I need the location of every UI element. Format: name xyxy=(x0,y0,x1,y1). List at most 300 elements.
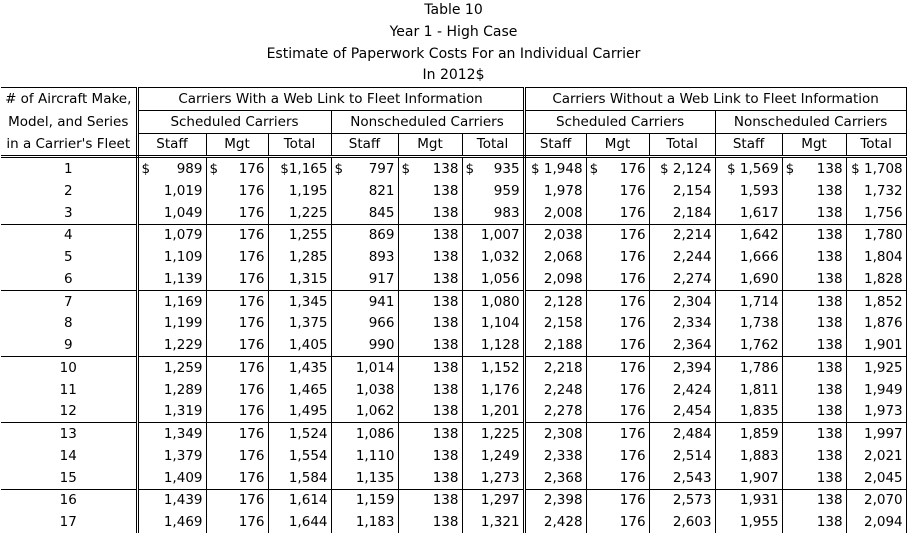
col-header-mgt: Mgt xyxy=(398,133,462,157)
cost-value: 1,780 xyxy=(863,227,903,244)
cost-cell xyxy=(462,246,524,268)
fleet-size-cell: 17 xyxy=(1,511,137,533)
fleet-size-cell: 11 xyxy=(1,379,137,401)
cost-cell xyxy=(715,224,782,246)
cost-cell xyxy=(782,180,846,202)
cost-cell xyxy=(206,224,268,246)
cost-cell xyxy=(524,467,586,489)
cost-value: 176 xyxy=(619,249,646,266)
cost-cell xyxy=(398,357,462,379)
cost-cell xyxy=(782,511,846,533)
cost-value: 138 xyxy=(432,337,459,354)
cost-cell xyxy=(846,268,906,290)
cost-value: 1,128 xyxy=(480,337,520,354)
cost-value: 2,484 xyxy=(672,426,712,443)
cost-cell xyxy=(846,511,906,533)
cost-value: 1,289 xyxy=(163,381,203,398)
cost-value: 138 xyxy=(432,204,459,221)
cost-cell xyxy=(586,357,649,379)
cost-value: 176 xyxy=(619,161,646,178)
cost-value: 1,104 xyxy=(480,315,520,332)
cost-cell xyxy=(586,157,649,180)
cost-cell xyxy=(782,467,846,489)
cost-value: 138 xyxy=(432,514,459,531)
cost-cell xyxy=(649,224,715,246)
cost-value: 2,338 xyxy=(543,447,583,464)
cost-value: 2,021 xyxy=(863,447,903,464)
cost-value: 176 xyxy=(238,359,265,376)
cost-cell xyxy=(649,467,715,489)
cost-value: 2,398 xyxy=(543,492,583,509)
col-header-total: Total xyxy=(649,133,715,157)
cost-value: 138 xyxy=(816,204,843,221)
table-row xyxy=(1,180,906,202)
col-header-total: Total xyxy=(268,133,331,157)
cost-value: 1,201 xyxy=(480,403,520,420)
cost-value: 138 xyxy=(432,161,459,178)
cost-cell xyxy=(462,379,524,401)
cost-cell xyxy=(331,157,398,180)
cost-value: 2,424 xyxy=(672,381,712,398)
cost-value: 2,368 xyxy=(543,469,583,486)
table-body xyxy=(1,157,906,533)
cost-cell xyxy=(586,489,649,511)
cost-cell xyxy=(524,157,586,180)
cost-cell xyxy=(462,467,524,489)
cost-value: 176 xyxy=(619,514,646,531)
table-row xyxy=(1,357,906,379)
table-row xyxy=(1,313,906,335)
cost-cell xyxy=(846,157,906,180)
cost-value: 2,274 xyxy=(672,270,712,287)
cost-cell xyxy=(846,313,906,335)
subgroup-with-scheduled: Scheduled Carriers xyxy=(137,110,331,133)
cost-cell xyxy=(137,180,206,202)
cost-cell xyxy=(586,313,649,335)
cost-value: 1,249 xyxy=(480,447,520,464)
cost-cell xyxy=(462,313,524,335)
fleet-size-cell: 1 xyxy=(1,157,137,180)
cost-cell xyxy=(398,467,462,489)
cost-value: 1,345 xyxy=(288,293,328,310)
cost-cell xyxy=(846,445,906,467)
cost-cell xyxy=(206,157,268,180)
cost-value: 1,195 xyxy=(288,182,328,199)
cost-value: 1,139 xyxy=(163,270,203,287)
cost-cell xyxy=(649,268,715,290)
cost-value: 2,514 xyxy=(672,447,712,464)
cost-value: 1,835 xyxy=(739,403,779,420)
cost-cell xyxy=(715,423,782,445)
cost-value: 1,617 xyxy=(739,204,779,221)
cost-value: 893 xyxy=(368,249,395,266)
cost-cell xyxy=(462,180,524,202)
cost-cell xyxy=(715,357,782,379)
cost-value: 1,315 xyxy=(288,270,328,287)
cost-cell xyxy=(462,202,524,224)
cost-value: 2,218 xyxy=(543,359,583,376)
table-row xyxy=(1,489,906,511)
cost-cell xyxy=(649,180,715,202)
cost-cell xyxy=(524,290,586,312)
cost-value: 821 xyxy=(368,182,395,199)
cost-value: 1,152 xyxy=(480,359,520,376)
cost-value: 176 xyxy=(619,447,646,464)
cost-cell xyxy=(782,202,846,224)
cost-value: 1,405 xyxy=(288,337,328,354)
cost-cell xyxy=(137,445,206,467)
cost-cell xyxy=(398,268,462,290)
cost-value: 1,049 xyxy=(163,204,203,221)
cost-cell xyxy=(782,445,846,467)
cost-cell xyxy=(524,334,586,356)
cost-value: 1,978 xyxy=(543,182,583,199)
cost-cell xyxy=(206,180,268,202)
cost-cell xyxy=(268,180,331,202)
table-row xyxy=(1,246,906,268)
cost-cell xyxy=(524,357,586,379)
cost-value: 176 xyxy=(238,426,265,443)
cost-cell xyxy=(715,268,782,290)
cost-cell xyxy=(586,379,649,401)
cost-value: 1,883 xyxy=(739,447,779,464)
cost-cell xyxy=(398,423,462,445)
cost-value: 138 xyxy=(432,293,459,310)
fleet-size-cell: 13 xyxy=(1,423,137,445)
cost-cell xyxy=(331,401,398,423)
cost-value: 1,007 xyxy=(480,227,520,244)
fleet-size-cell: 3 xyxy=(1,202,137,224)
cost-cell xyxy=(586,445,649,467)
cost-cell xyxy=(462,401,524,423)
cost-cell xyxy=(137,290,206,312)
fleet-size-cell: 14 xyxy=(1,445,137,467)
cost-cell xyxy=(331,445,398,467)
table-subtitle: Year 1 - High Case xyxy=(389,23,518,40)
cost-cell xyxy=(268,357,331,379)
table-row xyxy=(1,202,906,224)
cost-value: 138 xyxy=(432,469,459,486)
cost-cell xyxy=(398,401,462,423)
cost-cell xyxy=(137,313,206,335)
cost-cell xyxy=(206,511,268,533)
cost-cell xyxy=(715,379,782,401)
cost-cell xyxy=(524,489,586,511)
cost-value: 1,666 xyxy=(739,249,779,266)
cost-value: 1,732 xyxy=(863,182,903,199)
cost-cell xyxy=(331,334,398,356)
cost-cell xyxy=(715,489,782,511)
cost-value: 1,014 xyxy=(355,359,395,376)
cost-value: 1,176 xyxy=(480,381,520,398)
cost-cell xyxy=(398,379,462,401)
cost-value: 1,925 xyxy=(863,359,903,376)
cost-value: 138 xyxy=(816,514,843,531)
cost-value: 138 xyxy=(816,469,843,486)
col-header-staff: Staff xyxy=(524,133,586,157)
cost-value: 2,098 xyxy=(543,270,583,287)
cost-value: 2,214 xyxy=(672,227,712,244)
fleet-size-cell: 4 xyxy=(1,224,137,246)
cost-value: 2,543 xyxy=(672,469,712,486)
cost-cell xyxy=(398,202,462,224)
cost-cell xyxy=(137,423,206,445)
cost-cell xyxy=(782,224,846,246)
cost-value: 1,901 xyxy=(863,337,903,354)
cost-value: 176 xyxy=(238,293,265,310)
cost-value: 176 xyxy=(619,204,646,221)
cost-cell xyxy=(649,423,715,445)
cost-cell xyxy=(137,379,206,401)
cost-cell xyxy=(782,334,846,356)
cost-value: 1,465 xyxy=(288,381,328,398)
cost-value: 176 xyxy=(238,337,265,354)
cost-cell xyxy=(206,357,268,379)
cost-cell xyxy=(137,401,206,423)
cost-value: 1,285 xyxy=(288,249,328,266)
cost-cell xyxy=(524,180,586,202)
cost-cell xyxy=(586,423,649,445)
cost-value: 2,394 xyxy=(672,359,712,376)
cost-cell xyxy=(524,445,586,467)
cost-value: 138 xyxy=(816,182,843,199)
cost-cell xyxy=(524,202,586,224)
cost-value: 138 xyxy=(816,492,843,509)
subgroup-without-nonscheduled: Nonscheduled Carriers xyxy=(715,110,906,133)
cost-value: 2,158 xyxy=(543,315,583,332)
cost-cell xyxy=(206,246,268,268)
fleet-size-cell: 10 xyxy=(1,357,137,379)
cost-value: 989 xyxy=(176,161,203,178)
cost-value: 2,364 xyxy=(672,337,712,354)
cost-cell xyxy=(462,489,524,511)
cost-value: 138 xyxy=(432,182,459,199)
cost-cell xyxy=(137,224,206,246)
group-with-web-link: Carriers With a Web Link to Fleet Information xyxy=(137,88,524,111)
cost-value: 138 xyxy=(816,249,843,266)
cost-value: 1,495 xyxy=(288,403,328,420)
cost-cell xyxy=(649,157,715,180)
cost-value: 138 xyxy=(432,403,459,420)
cost-cell xyxy=(398,290,462,312)
cost-value: 1,273 xyxy=(480,469,520,486)
cost-value: 138 xyxy=(816,227,843,244)
cost-cell xyxy=(462,157,524,180)
table-units: In 2012$ xyxy=(422,67,485,84)
cost-cell xyxy=(649,511,715,533)
cost-value: 1,229 xyxy=(163,337,203,354)
cost-value: 176 xyxy=(238,227,265,244)
cost-value: 1,469 xyxy=(163,514,203,531)
cost-cell xyxy=(846,357,906,379)
cost-value: 2,070 xyxy=(863,492,903,509)
table-caption xyxy=(0,0,907,87)
cost-value: 176 xyxy=(619,293,646,310)
cost-cell xyxy=(846,489,906,511)
cost-cell xyxy=(331,423,398,445)
cost-value: 869 xyxy=(368,227,395,244)
cost-value: 1,756 xyxy=(863,204,903,221)
cost-value: 176 xyxy=(238,447,265,464)
cost-value: $ 1,948 xyxy=(531,161,583,178)
cost-cell xyxy=(846,423,906,445)
table-row xyxy=(1,224,906,246)
cost-cell xyxy=(649,290,715,312)
cost-cell xyxy=(715,334,782,356)
cost-value: 1,690 xyxy=(739,270,779,287)
cost-cell xyxy=(206,334,268,356)
cost-cell xyxy=(331,357,398,379)
cost-cell xyxy=(782,379,846,401)
cost-cell xyxy=(331,224,398,246)
cost-value: 1,931 xyxy=(739,492,779,509)
cost-cell xyxy=(524,401,586,423)
cost-cell xyxy=(268,511,331,533)
cost-value: $1,165 xyxy=(280,161,328,178)
cost-cell xyxy=(782,313,846,335)
cost-cell xyxy=(137,489,206,511)
cost-value: 176 xyxy=(238,315,265,332)
cost-cell xyxy=(586,246,649,268)
cost-value: 176 xyxy=(238,182,265,199)
cost-cell xyxy=(268,157,331,180)
cost-value: 176 xyxy=(238,469,265,486)
cost-value: 138 xyxy=(432,492,459,509)
cost-value: 1,524 xyxy=(288,426,328,443)
cost-value: 2,128 xyxy=(543,293,583,310)
cost-cell xyxy=(268,401,331,423)
cost-cell xyxy=(846,334,906,356)
cost-value: 1,199 xyxy=(163,315,203,332)
cost-value: 2,154 xyxy=(672,182,712,199)
cost-cell xyxy=(649,357,715,379)
cost-value: 138 xyxy=(432,447,459,464)
cost-cell xyxy=(715,467,782,489)
cost-cell xyxy=(524,246,586,268)
cost-value: 1,110 xyxy=(355,447,395,464)
cost-value: 1,079 xyxy=(163,227,203,244)
cost-cell xyxy=(782,290,846,312)
cost-value: 1,032 xyxy=(480,249,520,266)
cost-value: 1,259 xyxy=(163,359,203,376)
cost-value: 1,593 xyxy=(739,182,779,199)
subgroup-without-scheduled: Scheduled Carriers xyxy=(524,110,715,133)
cost-cell xyxy=(586,401,649,423)
cost-value: 176 xyxy=(619,469,646,486)
cost-cell xyxy=(462,445,524,467)
cost-value: 176 xyxy=(238,492,265,509)
cost-value: 1,375 xyxy=(288,315,328,332)
table-row xyxy=(1,467,906,489)
dollar-sign: $ xyxy=(465,161,475,178)
cost-cell xyxy=(649,489,715,511)
paperwork-cost-table xyxy=(1,87,907,533)
cost-value: 1,225 xyxy=(480,426,520,443)
cost-value: 2,308 xyxy=(543,426,583,443)
cost-cell xyxy=(715,445,782,467)
cost-value: 1,554 xyxy=(288,447,328,464)
cost-value: 176 xyxy=(619,182,646,199)
cost-value: 1,997 xyxy=(863,426,903,443)
cost-cell xyxy=(268,224,331,246)
cost-value: 176 xyxy=(238,514,265,531)
cost-value: 959 xyxy=(493,182,520,199)
cost-value: 138 xyxy=(816,315,843,332)
cost-value: 1,762 xyxy=(739,337,779,354)
cost-cell xyxy=(846,467,906,489)
cost-cell xyxy=(268,202,331,224)
cost-value: 176 xyxy=(619,426,646,443)
fleet-size-cell: 6 xyxy=(1,268,137,290)
cost-value: 138 xyxy=(816,161,843,178)
cost-value: 138 xyxy=(816,426,843,443)
cost-cell xyxy=(846,180,906,202)
cost-cell xyxy=(137,511,206,533)
cost-cell xyxy=(137,268,206,290)
cost-cell xyxy=(331,180,398,202)
cost-cell xyxy=(846,290,906,312)
cost-value: 1,852 xyxy=(863,293,903,310)
cost-value: 176 xyxy=(619,337,646,354)
fleet-size-cell: 5 xyxy=(1,246,137,268)
cost-value: 983 xyxy=(493,204,520,221)
cost-value: 966 xyxy=(368,315,395,332)
cost-cell xyxy=(206,268,268,290)
dollar-sign: $ xyxy=(141,161,151,178)
cost-value: $ 1,708 xyxy=(851,161,903,178)
cost-value: 176 xyxy=(619,381,646,398)
cost-value: 1,109 xyxy=(163,249,203,266)
cost-cell xyxy=(846,401,906,423)
cost-value: 138 xyxy=(816,403,843,420)
cost-cell xyxy=(846,246,906,268)
dollar-sign: $ xyxy=(209,161,219,178)
cost-cell xyxy=(206,379,268,401)
cost-value: 1,859 xyxy=(739,426,779,443)
cost-cell xyxy=(524,511,586,533)
cost-cell xyxy=(782,157,846,180)
fleet-size-cell: 12 xyxy=(1,401,137,423)
cost-cell xyxy=(782,489,846,511)
cost-cell xyxy=(586,467,649,489)
cost-cell xyxy=(206,489,268,511)
cost-value: 1,379 xyxy=(163,447,203,464)
cost-value: 176 xyxy=(238,381,265,398)
cost-value: 1,086 xyxy=(355,426,395,443)
cost-value: 797 xyxy=(368,161,395,178)
cost-value: 1,907 xyxy=(739,469,779,486)
cost-cell xyxy=(206,445,268,467)
cost-value: 1,169 xyxy=(163,293,203,310)
cost-cell xyxy=(398,334,462,356)
cost-value: 845 xyxy=(368,204,395,221)
cost-cell xyxy=(649,313,715,335)
cost-cell xyxy=(782,357,846,379)
cost-cell xyxy=(524,268,586,290)
cost-value: $ 1,569 xyxy=(727,161,779,178)
cost-value: 1,714 xyxy=(739,293,779,310)
cost-value: 1,584 xyxy=(288,469,328,486)
cost-cell xyxy=(782,246,846,268)
cost-cell xyxy=(586,290,649,312)
cost-cell xyxy=(331,246,398,268)
col-header-mgt: Mgt xyxy=(782,133,846,157)
table-row xyxy=(1,401,906,423)
cost-cell xyxy=(398,246,462,268)
table-row xyxy=(1,379,906,401)
cost-value: 1,321 xyxy=(480,514,520,531)
cost-value: 138 xyxy=(432,315,459,332)
